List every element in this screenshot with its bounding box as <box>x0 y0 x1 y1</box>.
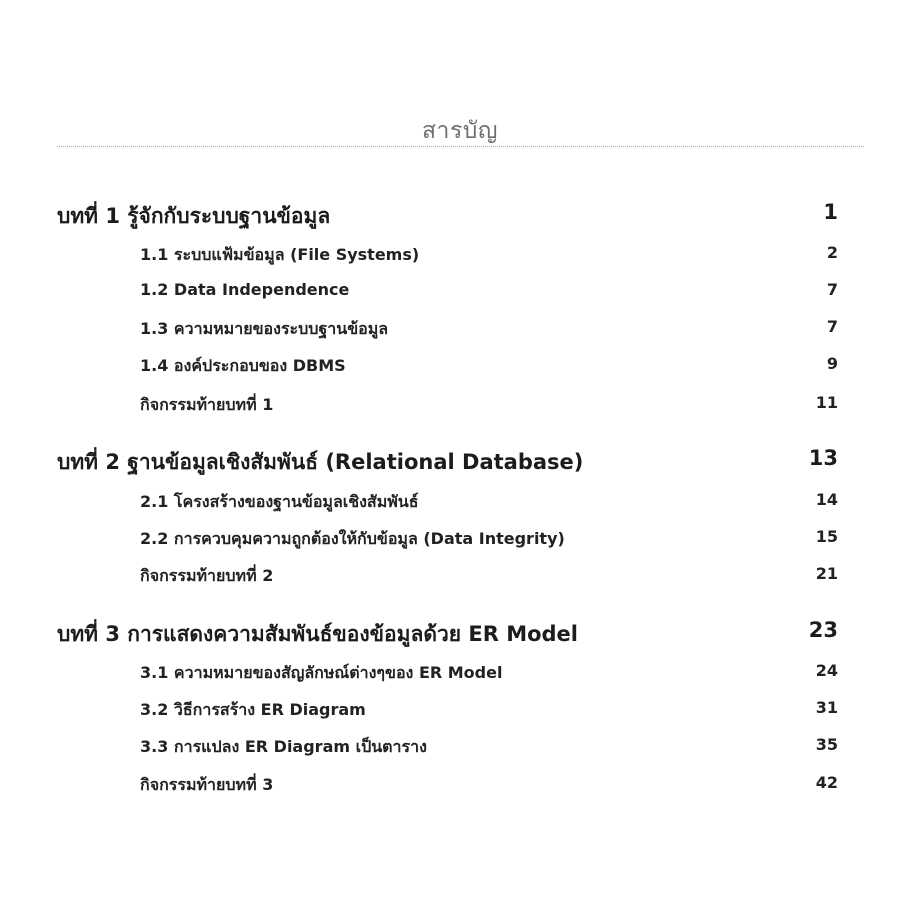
section-title: 1.3 ความหมายของระบบฐานข้อมูล <box>140 319 389 338</box>
section-title: 3.1 ความหมายของสัญลักษณ์ต่างๆของ ER Model <box>140 663 503 682</box>
section-page-number: 42 <box>815 773 838 792</box>
chapter-page-number: 13 <box>808 446 838 470</box>
section-page-number: 2 <box>826 243 838 262</box>
chapter-title: บทที่ 2 ฐานข้อมูลเชิงสัมพันธ์ (Relational Database) <box>57 450 584 474</box>
section-page-number: 24 <box>815 661 838 680</box>
section-page-number: 14 <box>815 490 838 509</box>
section-title: 1.4 องค์ประกอบของ DBMS <box>140 356 346 375</box>
section-page-number: 7 <box>826 317 838 336</box>
chapter-page-number: 1 <box>823 200 838 224</box>
section-title: กิจกรรมท้ายบทที่ 3 <box>140 775 274 794</box>
chapter-title: บทที่ 1 รู้จักกับระบบฐานข้อมูล <box>57 204 331 228</box>
section-page-number: 9 <box>826 354 838 373</box>
section-title: กิจกรรมท้ายบทที่ 2 <box>140 566 274 585</box>
section-title: 1.1 ระบบแฟ้มข้อมูล (File Systems) <box>140 245 420 264</box>
section-page-number: 11 <box>815 393 838 412</box>
page-title: สารบัญ <box>421 118 498 144</box>
title-dotted-divider <box>57 146 864 147</box>
section-title: กิจกรรมท้ายบทที่ 1 <box>140 395 274 414</box>
section-page-number: 15 <box>815 527 838 546</box>
chapter-title: บทที่ 3 การแสดงความสัมพันธ์ของข้อมูลด้วย ER Model <box>57 622 579 646</box>
section-title: 3.3 การแปลง ER Diagram เป็นตาราง <box>140 737 427 756</box>
section-page-number: 7 <box>826 280 838 299</box>
section-title: 1.2 Data Independence <box>140 280 350 299</box>
section-page-number: 31 <box>815 698 838 717</box>
section-title: 2.2 การควบคุมความถูกต้องให้กับข้อมูล (Data Integrity) <box>140 529 565 548</box>
section-title: 3.2 วิธีการสร้าง ER Diagram <box>140 700 366 719</box>
section-page-number: 35 <box>815 735 838 754</box>
section-title: 2.1 โครงสร้างของฐานข้อมูลเชิงสัมพันธ์ <box>140 492 419 511</box>
chapter-page-number: 23 <box>808 618 838 642</box>
section-page-number: 21 <box>815 564 838 583</box>
